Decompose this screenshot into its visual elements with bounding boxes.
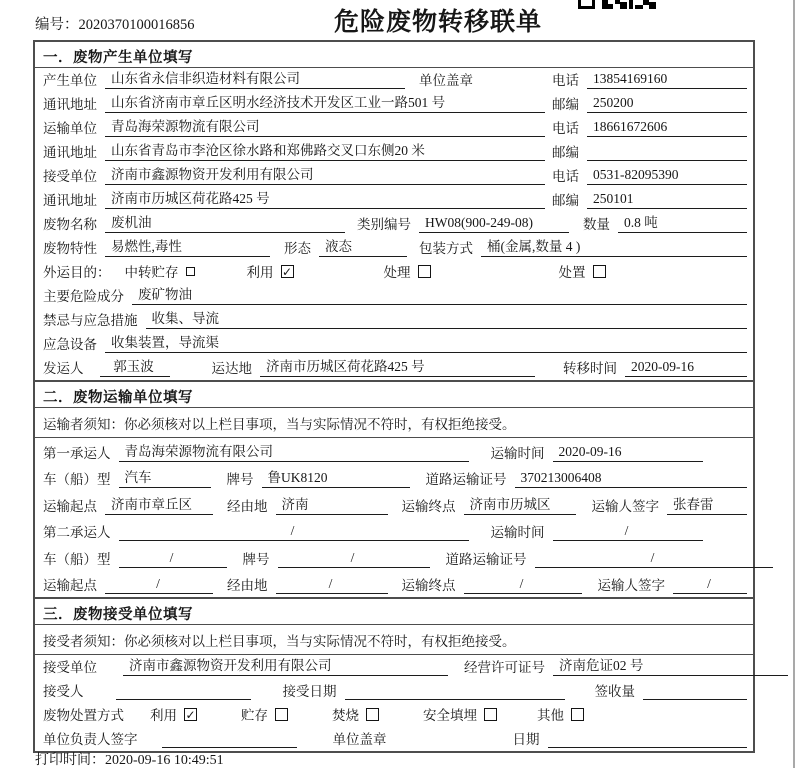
road-permit-label: 道路运输证号 — [425, 472, 507, 487]
transfer-time-value: 2020-09-16 — [625, 359, 747, 377]
checkbox-treat — [418, 265, 431, 278]
emergency-equip-row — [35, 332, 753, 356]
vehicle1-row — [35, 465, 753, 492]
method-option-other — [537, 704, 584, 724]
plate2-value: / — [278, 550, 430, 568]
producer-address-row — [35, 92, 753, 116]
address-label: 通讯地址 — [43, 145, 97, 160]
transporter-zip-value — [587, 159, 747, 161]
waste-name-row — [35, 212, 753, 236]
carrier1-value: 青岛海荣源物流有限公司 — [119, 440, 469, 462]
receiver-zip-value: 250101 — [587, 191, 747, 209]
transport-time-label: 运输时间 — [490, 445, 545, 461]
method-option-store — [241, 704, 288, 724]
method-store-label: 贮存 — [241, 708, 268, 723]
date-label: 日期 — [512, 732, 540, 747]
emergency-equip-value: 收集装置，导流渠 — [105, 331, 747, 353]
section-transport — [35, 380, 753, 597]
transport-unit-label: 运输单位 — [43, 121, 97, 136]
shipper-value: 郭玉波 — [100, 355, 170, 377]
packing-label: 包装方式 — [419, 241, 473, 256]
checkbox-method-store — [275, 708, 288, 721]
category-no-label: 类别编号 — [357, 217, 411, 232]
second-carrier-row — [35, 518, 753, 545]
main-hazard-label: 主要危险成分 — [43, 289, 124, 304]
checkbox-method-incinerate — [366, 708, 379, 721]
shipper-row — [35, 356, 753, 380]
producer-row — [35, 68, 753, 92]
page-right-edge — [793, 0, 795, 768]
carrier-sign-label: 运输人签字 — [597, 578, 665, 593]
address-label: 通讯地址 — [43, 193, 97, 208]
carrier-sign2-value: / — [673, 576, 747, 594]
origin-label: 运输起点 — [43, 578, 97, 593]
origin2-value: / — [105, 576, 213, 594]
origin1-value: 济南市章丘区 — [105, 493, 213, 515]
purpose-dispose-label: 处置 — [558, 265, 586, 280]
producer-phone-value: 13854169160 — [587, 71, 747, 89]
checkbox-transfer-storage — [186, 267, 195, 276]
vehicle-type-label: 车（船）型 — [43, 551, 111, 567]
manager-sign-label: 单位负责人签字 — [43, 732, 138, 747]
checkbox-method-landfill — [484, 708, 497, 721]
main-hazard-row — [35, 284, 753, 308]
terminus-label: 运输终点 — [401, 498, 456, 514]
carrier-sign1-value: 张春雷 — [667, 493, 747, 515]
producer-unit-label: 产生单位 — [43, 73, 97, 88]
receipt-qty-value — [643, 698, 747, 700]
waste-name-value: 废机油 — [105, 211, 345, 233]
receive-date-value — [345, 698, 565, 700]
receipt-qty-label: 签收量 — [594, 684, 635, 699]
receive-person-label: 接受人 — [43, 684, 84, 699]
transporter-row — [35, 116, 753, 140]
receive-date-label: 接受日期 — [282, 684, 337, 699]
method-option-landfill — [423, 704, 497, 724]
receive-unit-label: 接受单位 — [43, 660, 97, 675]
taboo-row — [35, 308, 753, 332]
address-label: 通讯地址 — [43, 97, 97, 112]
qr-code-fragment-icon — [578, 0, 656, 9]
receive-person-value — [116, 698, 251, 700]
receiver-notice: 接受者须知：你必须核对以上栏目事项，当与实际情况不符时，有权拒绝接受。 — [35, 625, 753, 655]
manager-sign-row — [35, 727, 753, 751]
section-1-title: 一．废物产生单位填写 — [35, 42, 753, 68]
taboo-label: 禁忌与应急措施 — [43, 313, 138, 328]
page-title: 危险废物转移联单 — [333, 9, 542, 36]
checkbox-method-use: ✓ — [185, 707, 196, 722]
quantity-label: 数量 — [583, 217, 610, 232]
method-other-label: 其他 — [537, 708, 564, 723]
disposal-method-row — [35, 703, 753, 727]
license-no-label: 经营许可证号 — [464, 660, 545, 675]
zip-label: 邮编 — [552, 97, 579, 112]
phone-label: 电话 — [552, 73, 579, 88]
purpose-option-use — [247, 261, 294, 281]
purpose-option-treat — [384, 261, 431, 281]
terminus-label: 运输终点 — [401, 578, 456, 593]
method-option-incinerate — [332, 704, 379, 724]
transport-time2-value: / — [553, 523, 703, 541]
route1-row — [35, 491, 753, 518]
manager-sign-value — [162, 746, 297, 748]
print-time — [35, 749, 224, 769]
quantity-value: 0.8 吨 — [618, 211, 747, 233]
vehicle1-value: 汽车 — [119, 466, 211, 488]
purpose-treat-label: 处理 — [383, 265, 411, 280]
receiver-address-row — [35, 188, 753, 212]
carrier2-value: / — [119, 523, 469, 541]
transporter-address-row — [35, 140, 753, 164]
terminus2-value: / — [464, 576, 582, 594]
phone-label: 电话 — [552, 169, 579, 184]
waste-trait-value: 易燃性,毒性 — [105, 235, 270, 257]
route2-row — [35, 571, 753, 598]
producer-zip-value: 250200 — [587, 95, 747, 113]
carrier1-label: 第一承运人 — [43, 445, 111, 461]
method-landfill-label: 安全填埋 — [423, 708, 477, 723]
section-producer — [35, 42, 753, 380]
purpose-option-transfer-storage — [125, 261, 195, 281]
permit2-value: / — [535, 550, 773, 568]
purpose-transfer-storage-label: 中转贮存 — [124, 265, 179, 280]
serial-value: 2020370100016856 — [78, 17, 195, 33]
via2-value: / — [276, 576, 388, 594]
print-time-value: 2020-09-16 10:49:51 — [105, 753, 224, 768]
receiver-address-value: 济南市历城区荷花路425 号 — [105, 187, 545, 209]
purpose-row — [35, 260, 753, 284]
receive-person-row — [35, 679, 753, 703]
checkbox-dispose — [593, 265, 606, 278]
purpose-label: 外运目的： — [43, 265, 111, 280]
destination-label: 运达地 — [211, 361, 252, 376]
zip-label: 邮编 — [552, 145, 579, 160]
main-hazard-value: 废矿物油 — [132, 283, 747, 305]
receive-unit-value: 济南市鑫源物资开发利用有限公司 — [105, 163, 545, 185]
transport-time1-value: 2020-09-16 — [553, 444, 703, 462]
vehicle2-value: / — [119, 550, 227, 568]
permit1-value: 370213006408 — [515, 470, 747, 488]
transporter-phone-value: 18661672606 — [587, 119, 747, 137]
form-label: 形态 — [284, 241, 311, 256]
receive-unit-value: 济南市鑫源物资开发利用有限公司 — [123, 654, 448, 676]
license-no-value: 济南危证02 号 — [553, 654, 788, 676]
receive-unit-row — [35, 655, 753, 679]
taboo-value: 收集、导流 — [146, 307, 748, 329]
date-value — [548, 746, 748, 748]
unit-seal-label: 单位盖章 — [332, 732, 387, 747]
receiver-phone-value: 0531-82095390 — [587, 167, 747, 185]
transfer-time-label: 转移时间 — [563, 361, 617, 376]
carrier-sign-label: 运输人签字 — [591, 498, 659, 514]
waste-trait-label: 废物特性 — [43, 241, 97, 256]
transport-unit-value: 青岛海荣源物流有限公司 — [105, 115, 545, 137]
via-label: 经由地 — [227, 498, 268, 514]
carrier2-label: 第二承运人 — [43, 525, 111, 540]
checkbox-method-other — [571, 708, 584, 721]
disposal-method-label: 废物处置方式 — [43, 708, 124, 723]
purpose-option-dispose — [559, 261, 606, 281]
method-option-use — [150, 704, 197, 724]
emergency-equip-label: 应急设备 — [43, 337, 97, 352]
shipper-label: 发运人 — [43, 361, 84, 376]
producer-address-value: 山东省济南市章丘区明水经济技术开发区工业一路501 号 — [105, 91, 545, 113]
manifest-table — [33, 40, 755, 753]
producer-unit-value: 山东省永信非织造材料有限公司 — [105, 67, 405, 89]
category-no-value: HW08(900-249-08) — [419, 215, 569, 233]
section-2-title: 二．废物运输单位填写 — [35, 382, 753, 408]
zip-label: 邮编 — [552, 193, 579, 208]
transporter-address-value: 山东省青岛市李沧区徐水路和郑佛路交叉口东侧20 米 — [105, 139, 545, 161]
vehicle-type-label: 车（船）型 — [43, 472, 111, 487]
waste-trait-row — [35, 236, 753, 260]
form-value: 液态 — [319, 235, 407, 257]
terminus1-value: 济南市历城区 — [464, 493, 576, 515]
method-incinerate-label: 焚烧 — [332, 708, 359, 723]
transporter-notice: 运输者须知：你必须核对以上栏目事项，当与实际情况不符时，有权拒绝接受。 — [35, 408, 753, 438]
phone-label: 电话 — [552, 121, 579, 136]
unit-seal-label: 单位盖章 — [419, 73, 473, 88]
method-use-label: 利用 — [150, 708, 177, 723]
road-permit-label: 道路运输证号 — [445, 551, 527, 567]
plate1-value: 鲁UK8120 — [262, 466, 410, 488]
waste-name-label: 废物名称 — [43, 217, 97, 232]
section-receiver — [35, 597, 753, 751]
receiver-row — [35, 164, 753, 188]
document-header — [0, 0, 796, 40]
via-label: 经由地 — [227, 578, 268, 593]
origin-label: 运输起点 — [43, 498, 97, 514]
serial-label: 编号： — [35, 17, 79, 33]
via1-value: 济南 — [276, 493, 388, 515]
checkbox-use: ✓ — [281, 264, 293, 279]
plate-no-label: 牌号 — [226, 472, 254, 487]
receive-unit-label: 接受单位 — [43, 169, 97, 184]
transport-time-label: 运输时间 — [490, 525, 545, 540]
vehicle2-row — [35, 544, 753, 571]
destination-value: 济南市历城区荷花路425 号 — [260, 355, 535, 377]
packing-value: 桶(金属,数量 4 ) — [481, 235, 747, 257]
plate-no-label: 牌号 — [242, 551, 270, 567]
first-carrier-row — [35, 438, 753, 465]
section-3-title: 三．废物接受单位填写 — [35, 599, 753, 625]
purpose-use-label: 利用 — [246, 265, 274, 280]
print-time-label: 打印时间： — [35, 753, 105, 768]
